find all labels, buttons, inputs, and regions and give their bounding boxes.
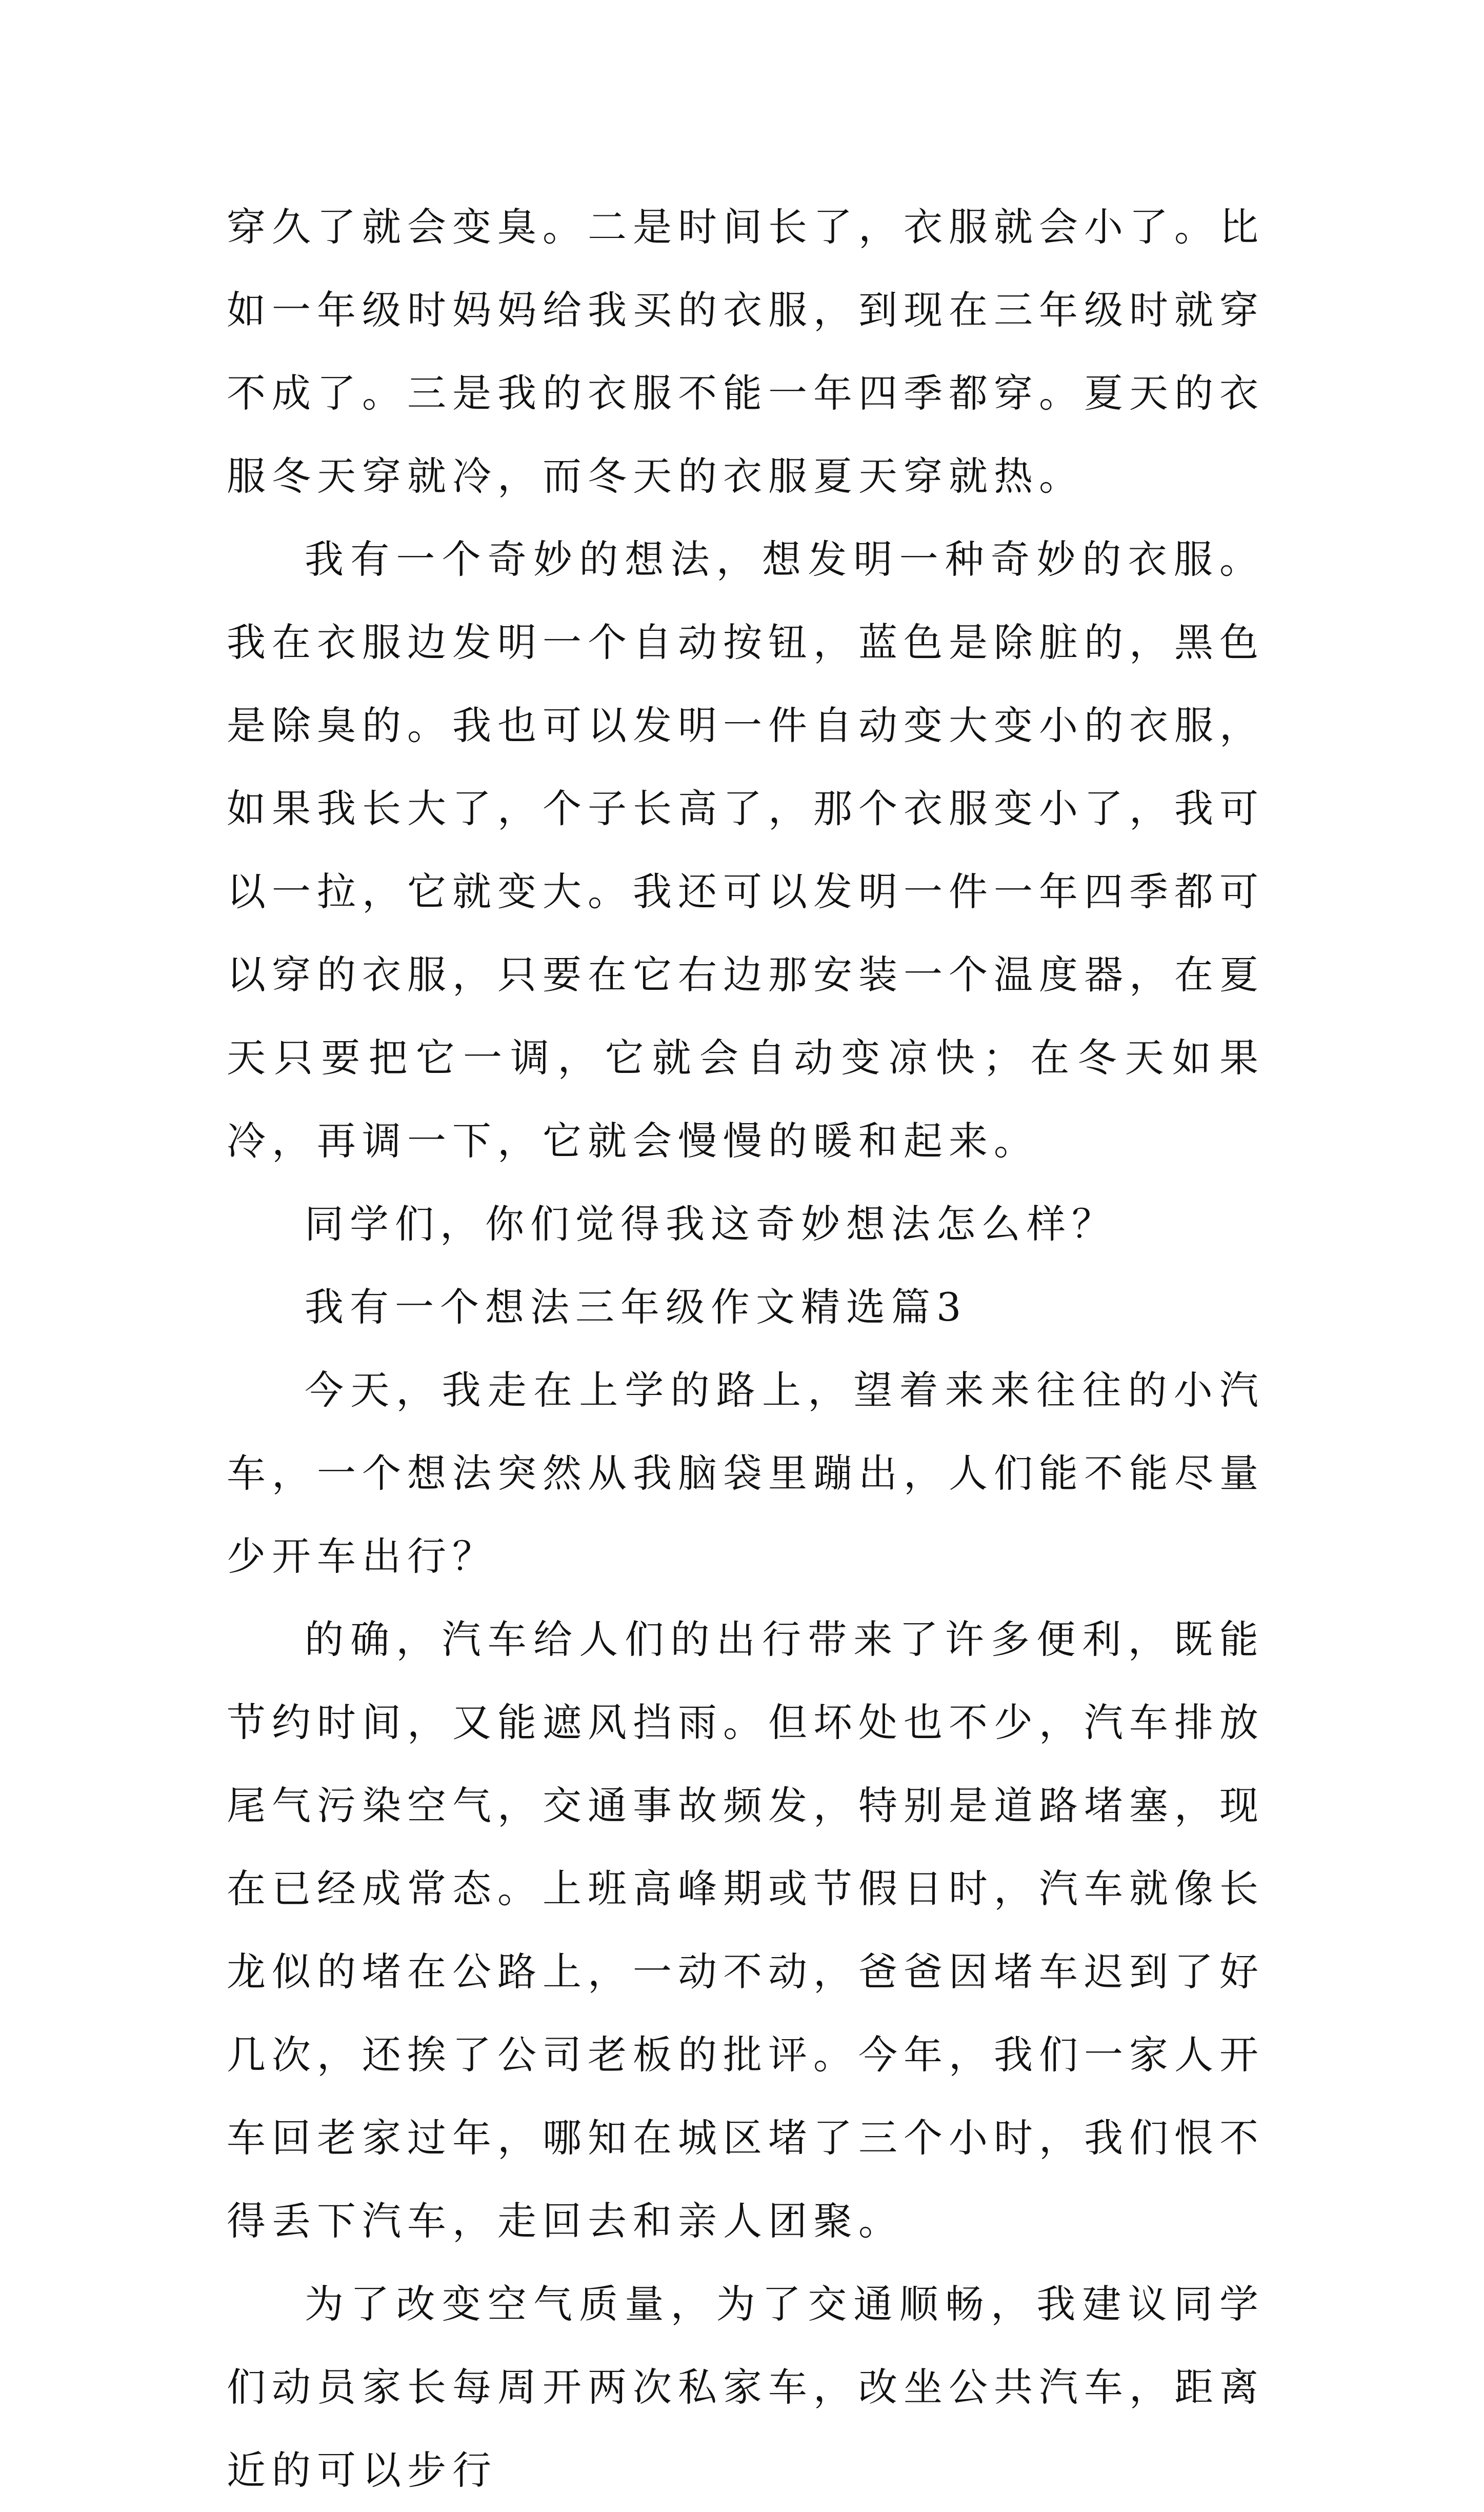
paragraph-2: 我有一个奇妙的想法，想发明一种奇妙的衣服。我在衣服边发明一个自动按钮，蓝色是除脏的，黑色是除臭的。我也可以发明一件自动变大变小的衣服，如果我长大了，个子长高了，那个衣服变小了，我可以一拉，它就变大。我还可以发明一件一年四季都可以穿的衣服，只要在它右边那安装一个温度器，在夏天只要把它一调，它就会自动变凉快；在冬天如果冷，再调一下，它就会慢慢的暖和起来。: [227, 536, 1265, 1164]
section-heading: 我有一个想法三年级作文精选篇3: [305, 1284, 968, 1330]
paragraph-6: 为了改变空气质量，为了交通顺畅，我建议同学们动员家长每周开两次私家车，改坐公共汽车，距离近的可以步行: [227, 2281, 1265, 2493]
paragraph-4: 今天，我走在上学的路上，望着来来往往的小汽车，一个想法突然从我脑袋里蹦出，人们能不能尽量少开车出行？: [227, 1367, 1265, 1579]
paragraph-1: 穿久了就会变臭。二是时间长了，衣服就会小了。比如一年级时妈妈给我买的衣服，到现在三年级时就穿不成了。三是我的衣服不能一年四季都穿。夏天的衣服冬天穿就冷，而冬天的衣服夏天穿就热。: [227, 204, 1265, 499]
paragraph-3: 同学们，你们觉得我这奇妙想法怎么样？: [305, 1201, 1117, 1247]
document-body: [227, 186, 1265, 2512]
paragraph-5: 的确，汽车给人们的出行带来了许多便利，既能节约时间，又能遮风挡雨。但坏处也不少，汽车排放尾气污染空气，交通事故频发，特别是道路堵塞，现在已经成常态。上班高峰期或节假日时，汽车就像长龙似的堵在公路上，一动不动，爸爸因堵车迟到了好几次，还挨了公司老板的批评。今年，我们一家人开车回老家过年，哪知在城区堵了三个小时，我们恨不得丢下汽车，走回去和亲人团聚。: [227, 1617, 1265, 2244]
